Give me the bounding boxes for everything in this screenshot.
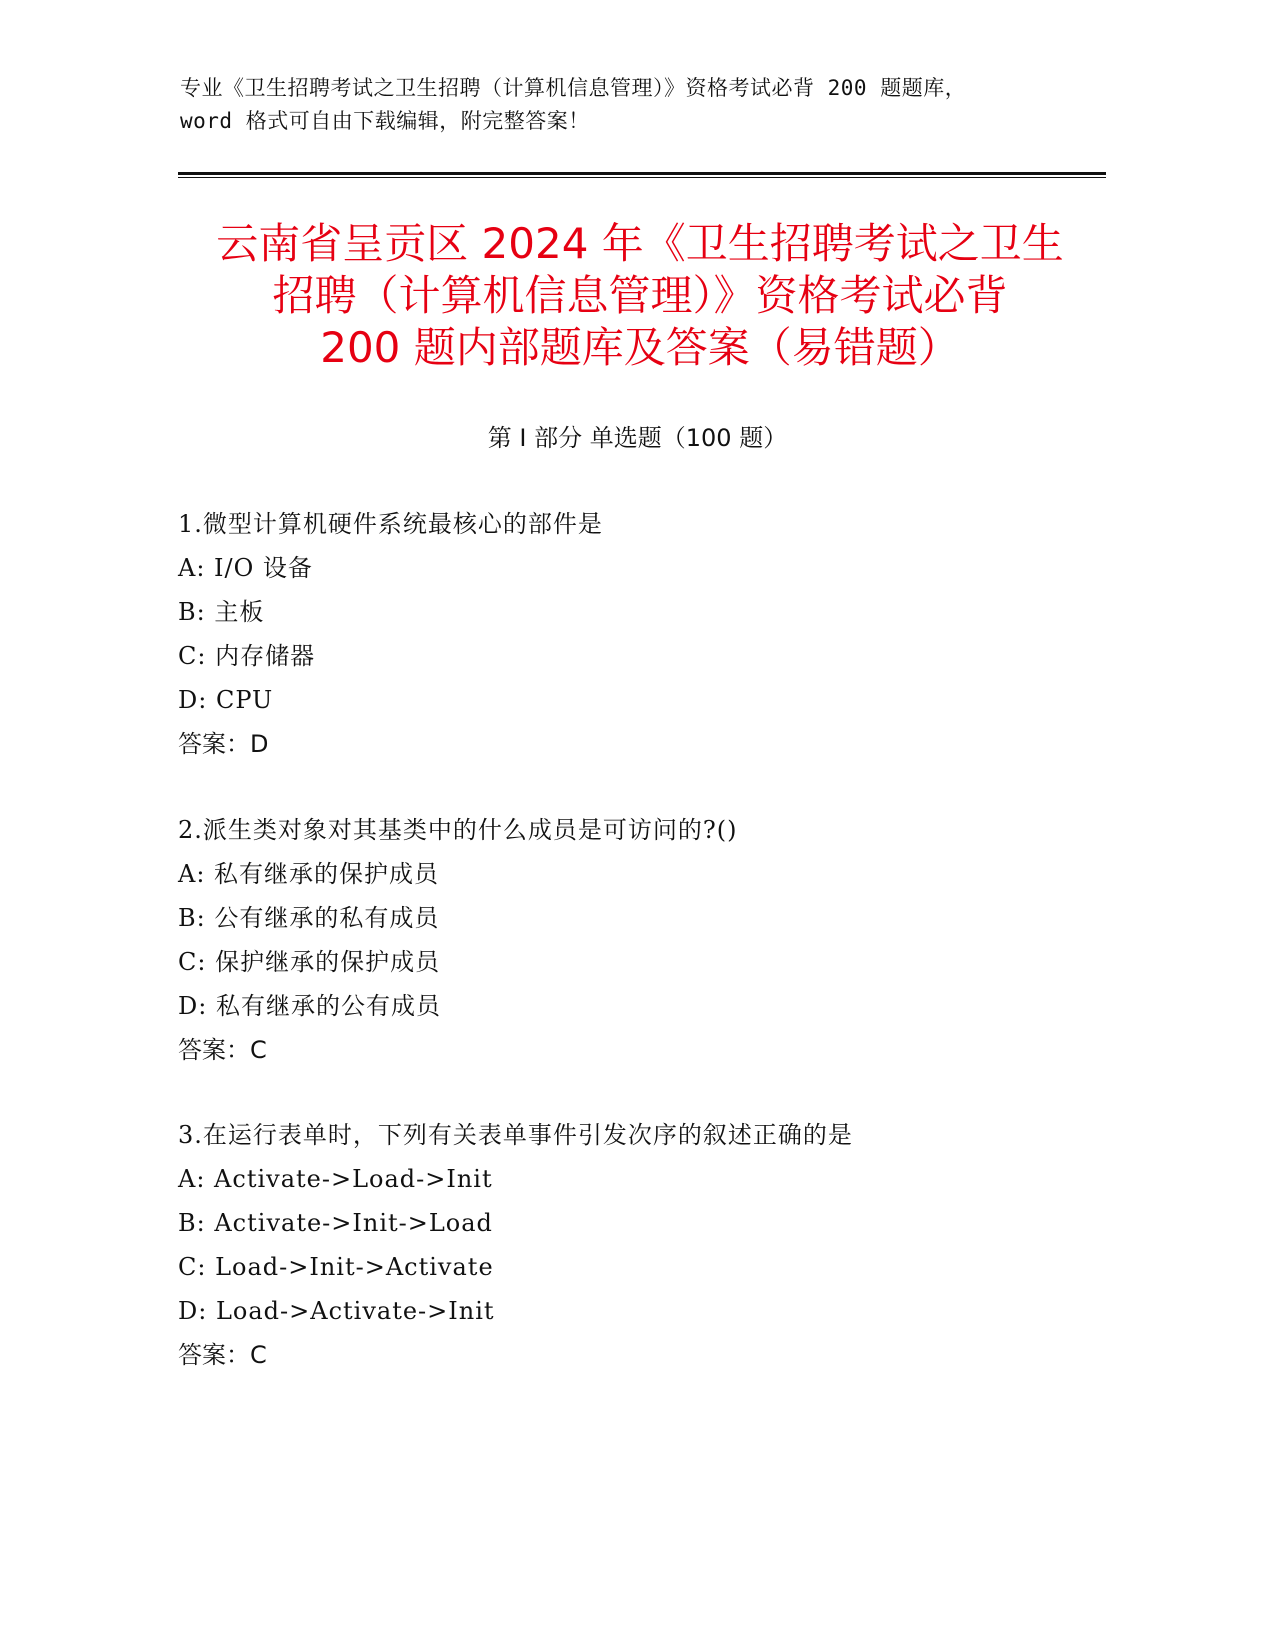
option-a: A: I/O 设备 [178,554,313,582]
title-line-3: 200 题内部题库及答案（易错题） [320,323,960,372]
question-3 [178,1113,853,1377]
header-divider-thin [178,177,1106,178]
title-line-1: 云南省呈贡区 2024 年《卫生招聘考试之卫生 [216,219,1064,268]
option-c: C: Load->Init->Activate [178,1253,494,1281]
option-c: C: 保护继承的保护成员 [178,948,441,976]
option-a: A: Activate->Load->Init [178,1165,493,1193]
answer: 答案：C [178,1036,267,1064]
document-title [140,218,1140,374]
question-1 [178,502,603,766]
header-line-2: word 格式可自由下载编辑，附完整答案！ [180,109,590,133]
option-d: D: 私有继承的公有成员 [178,992,441,1020]
answer: 答案：D [178,730,269,758]
option-b: B: 主板 [178,598,265,626]
question-stem: 1.微型计算机硬件系统最核心的部件是 [178,510,603,538]
option-b: B: Activate->Init->Load [178,1209,493,1237]
document-header [180,72,1100,138]
section-heading: 第 I 部分 单选题（100 题） [487,424,788,452]
title-line-2: 招聘（计算机信息管理）》资格考试必背 [272,271,1008,320]
question-stem: 3.在运行表单时，下列有关表单事件引发次序的叙述正确的是 [178,1121,853,1149]
option-c: C: 内存储器 [178,642,316,670]
header-divider-thick [178,172,1106,175]
option-d: D: Load->Activate->Init [178,1297,495,1325]
header-line-1: 专业《卫生招聘考试之卫生招聘（计算机信息管理）》资格考试必背 200 题题库， [180,76,967,100]
option-b: B: 公有继承的私有成员 [178,904,440,932]
answer: 答案：C [178,1341,267,1369]
option-a: A: 私有继承的保护成员 [178,860,440,888]
option-d: D: CPU [178,686,274,714]
question-2 [178,808,738,1072]
question-stem: 2.派生类对象对其基类中的什么成员是可访问的?() [178,816,738,844]
